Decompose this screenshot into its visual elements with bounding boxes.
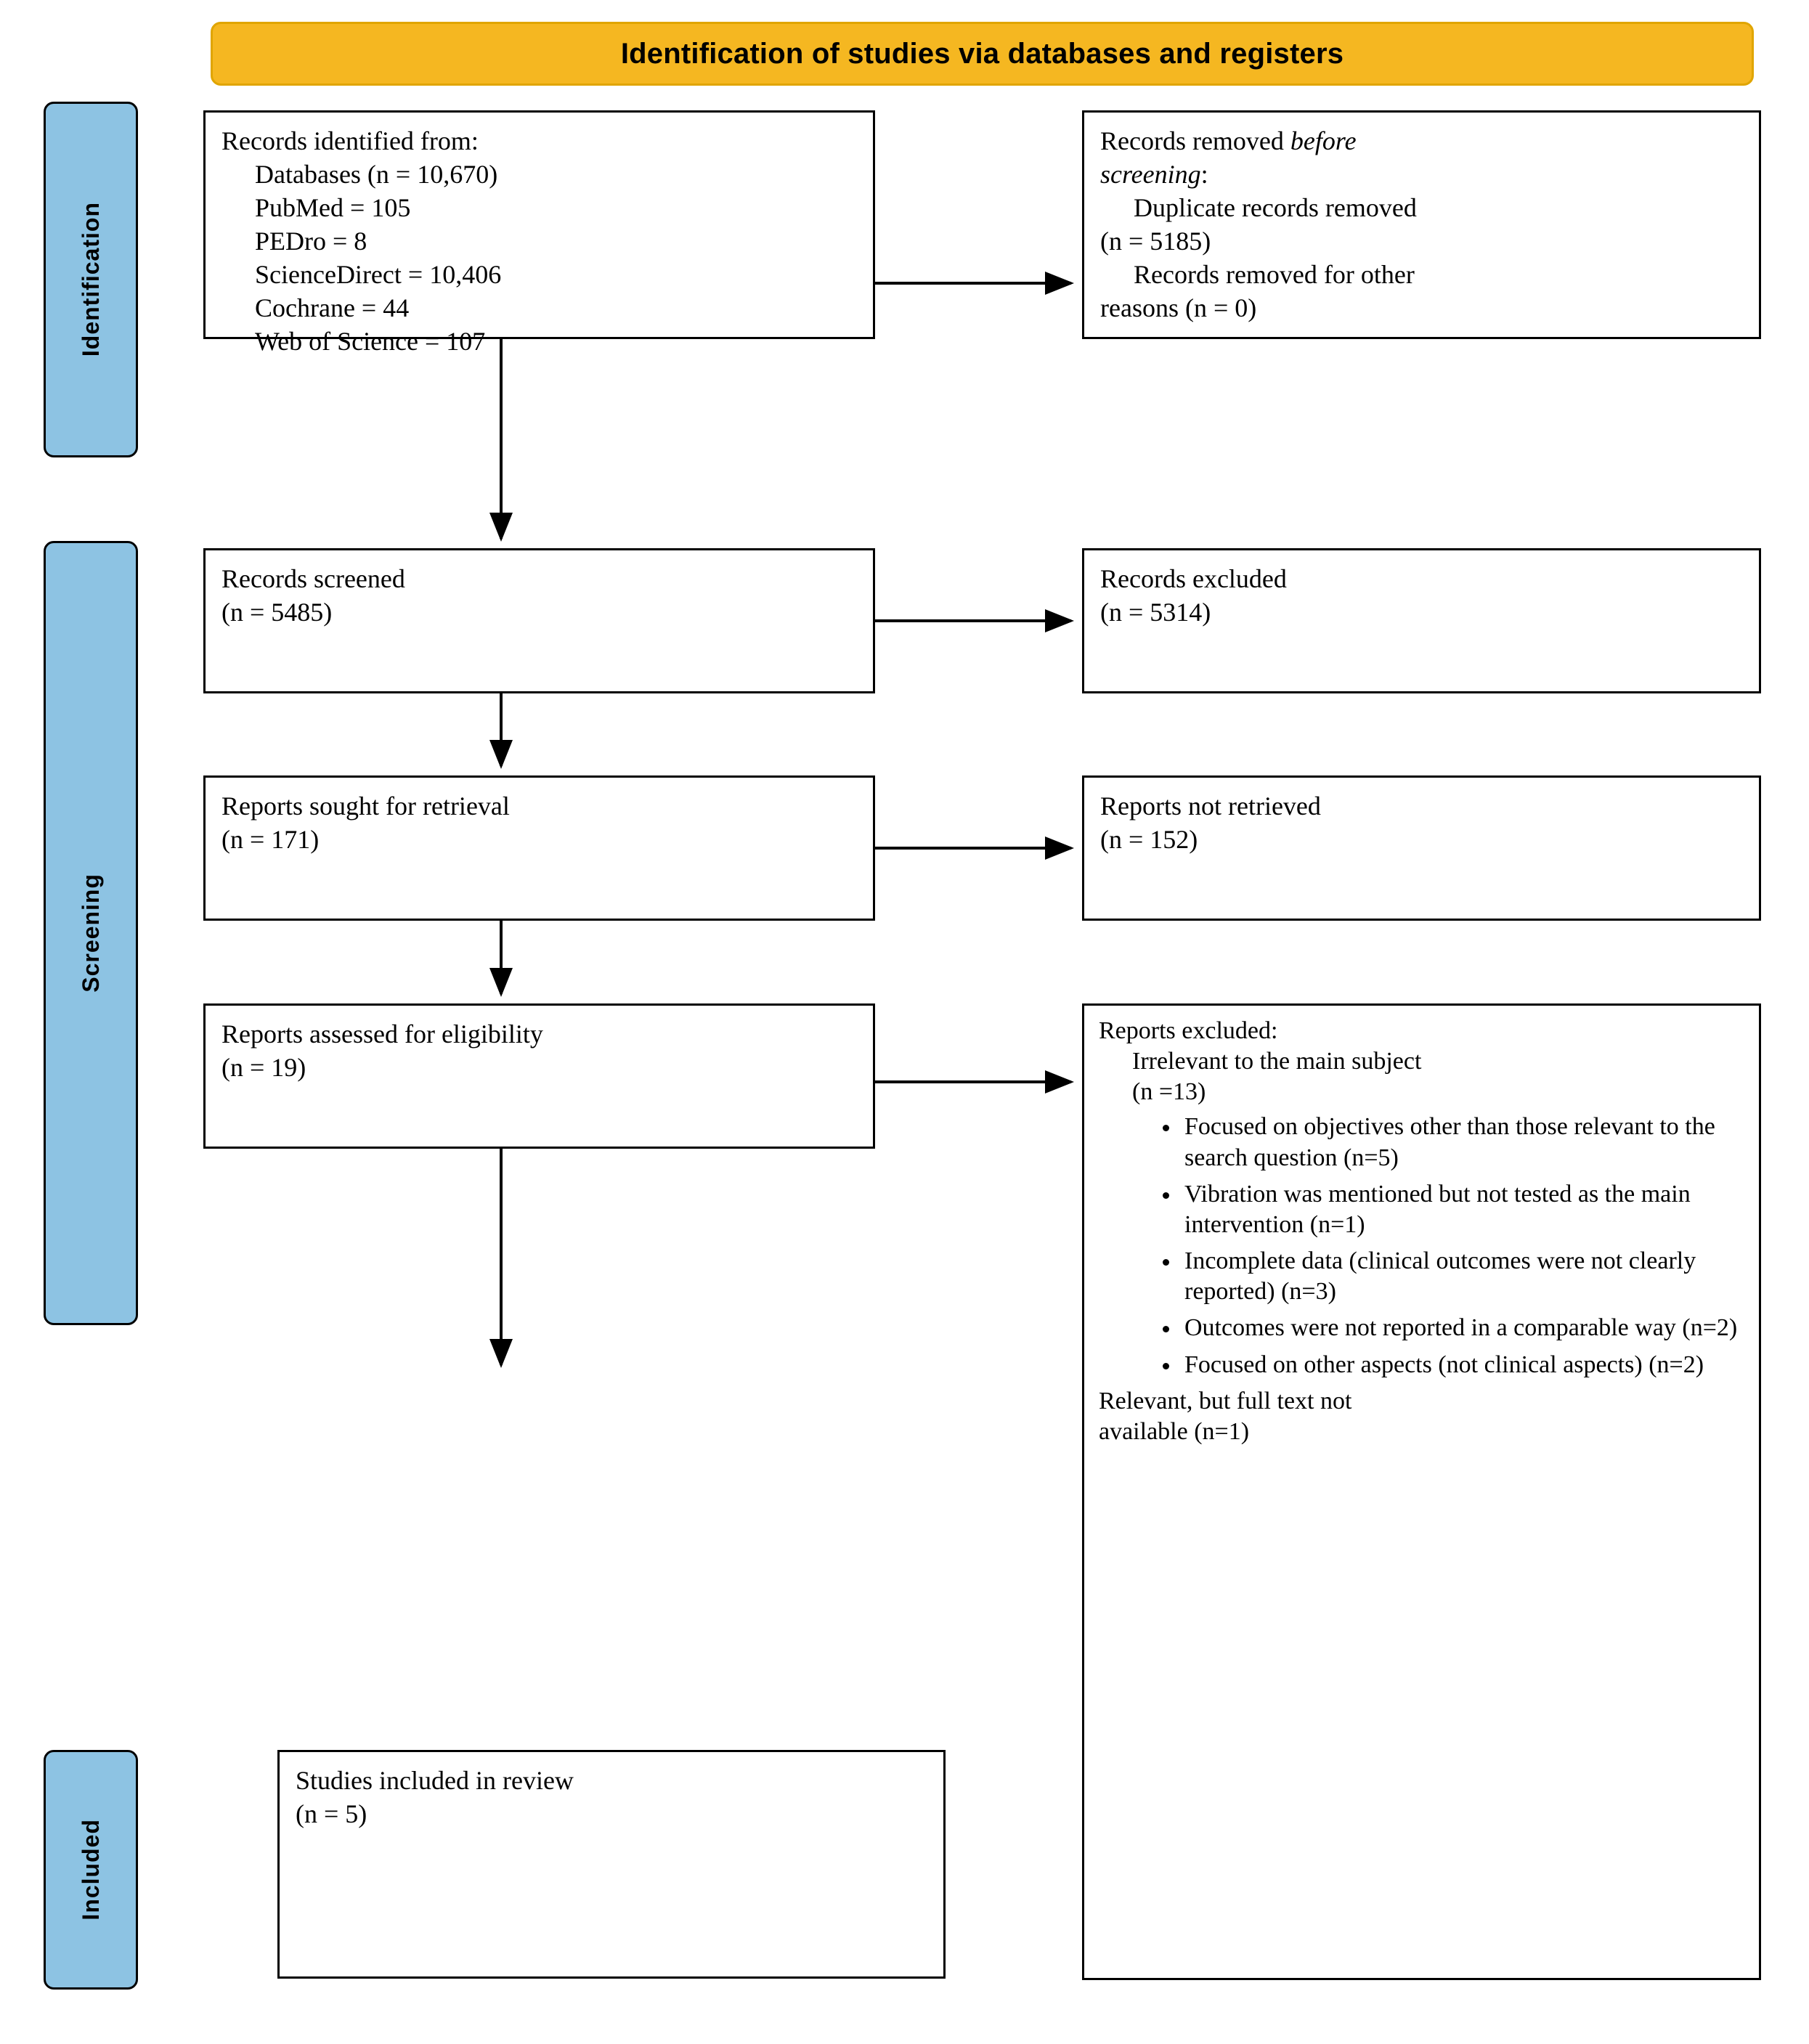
records-removed-item-0: Duplicate records removed <box>1134 193 1417 223</box>
records-removed-heading-italic2: screening <box>1100 160 1201 190</box>
reports-assessed-count: (n = 19) <box>221 1053 306 1083</box>
reports-excluded-footer-line2: available (n=1) <box>1099 1417 1250 1445</box>
records-removed-item-2: Records removed for other <box>1134 260 1415 290</box>
reports-excluded-bullet-3: • Outcomes were not reported in a comparable way (n=2) <box>1180 1313 1744 1343</box>
box-records-excluded <box>1082 548 1761 693</box>
records-identified-item-4: Cochrane = 44 <box>255 293 410 323</box>
diagram-title: Identification of studies via databases and registers <box>620 37 1344 70</box>
records-identified-item-5: Web of Science = 107 <box>255 327 486 357</box>
records-screened-label: Records screened <box>221 564 405 593</box>
records-identified-item-1: PubMed = 105 <box>255 193 411 223</box>
reports-excluded-bullet-2: • Incomplete data (clinical outcomes were not clearly reported) (n=3) <box>1180 1246 1744 1307</box>
records-removed-item-3: reasons (n = 0) <box>1100 293 1257 323</box>
reports-excluded-footer-line1: Relevant, but full text not <box>1099 1387 1352 1414</box>
records-identified-heading: Records identified from: <box>221 126 479 155</box>
box-studies-included <box>277 1750 946 1979</box>
records-identified-item-3: ScienceDirect = 10,406 <box>255 260 502 290</box>
records-excluded-label: Records excluded <box>1100 564 1287 593</box>
records-identified-item-2: PEDro = 8 <box>255 227 367 256</box>
box-records-screened <box>203 548 875 693</box>
studies-included-label: Studies included in review <box>296 1766 574 1795</box>
stage-label-included <box>44 1750 138 1990</box>
reports-sought-label: Reports sought for retrieval <box>221 791 510 821</box>
reports-excluded-subheading-line1: Irrelevant to the main subject <box>1132 1048 1422 1075</box>
diagram-header-banner <box>211 22 1754 86</box>
records-screened-count: (n = 5485) <box>221 598 333 627</box>
records-removed-heading-line2 <box>1100 158 1743 191</box>
box-reports-excluded <box>1082 1003 1761 1980</box>
records-removed-item-1: (n = 5185) <box>1100 227 1211 256</box>
box-records-removed-before-screening <box>1082 110 1761 339</box>
stage-label-included-text: Included <box>77 1819 104 1921</box>
stage-label-identification <box>44 102 138 457</box>
box-records-identified <box>203 110 875 357</box>
records-excluded-count: (n = 5314) <box>1100 598 1211 627</box>
box-reports-not-retrieved <box>1082 775 1761 921</box>
box-reports-sought-for-retrieval <box>203 775 875 921</box>
reports-excluded-subheading-line2: (n =13) <box>1132 1078 1206 1106</box>
reports-excluded-bullet-list <box>1099 1112 1744 1380</box>
studies-included-count: (n = 5) <box>296 1799 367 1829</box>
reports-excluded-bullet-0: • Focused on objectives other than those relevant to the search question (n=5) <box>1180 1112 1744 1173</box>
reports-sought-count: (n = 171) <box>221 825 320 855</box>
stage-label-identification-text: Identification <box>77 202 104 357</box>
records-removed-heading-text: Records removed <box>1100 126 1290 155</box>
reports-excluded-bullet-4: • Focused on other aspects (not clinical aspects) (n=2) <box>1180 1350 1744 1380</box>
reports-assessed-label: Reports assessed for eligibility <box>221 1019 543 1049</box>
records-removed-heading-line1 <box>1100 124 1743 158</box>
records-removed-heading-colon: : <box>1200 160 1208 190</box>
box-reports-assessed-for-eligibility <box>203 1003 875 1149</box>
stage-label-screening <box>44 541 138 1325</box>
reports-excluded-heading: Reports excluded: <box>1099 1017 1278 1044</box>
records-removed-heading-italic: before <box>1290 126 1357 155</box>
stage-label-screening-text: Screening <box>77 874 104 993</box>
records-identified-item-0: Databases (n = 10,670) <box>255 160 498 190</box>
reports-not-retrieved-label: Reports not retrieved <box>1100 791 1321 821</box>
reports-not-retrieved-count: (n = 152) <box>1100 825 1198 855</box>
reports-excluded-bullet-1: • Vibration was mentioned but not tested as the main intervention (n=1) <box>1180 1179 1744 1240</box>
